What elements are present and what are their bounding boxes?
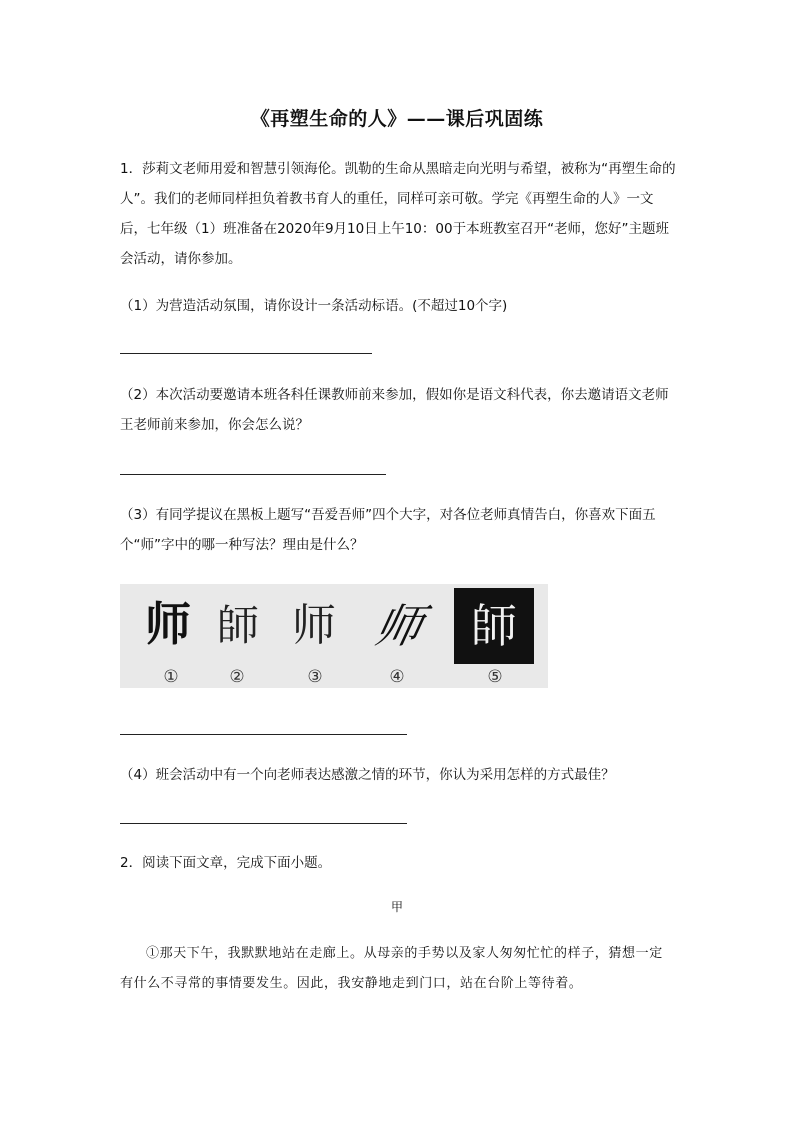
answer-line-3[interactable]: [120, 734, 407, 735]
answer-line-4[interactable]: [120, 823, 407, 824]
answer-line-2[interactable]: [120, 474, 386, 475]
calligraphy-image: [120, 584, 548, 688]
passage-paragraph-1: ①那天下午，我默默地站在走廊上。从母亲的手势以及家人匆匆忙忙的样子，猜想一定有什么不寻常的事情要发生。因此，我安静地走到门口，站在台阶上等待着。: [120, 946, 663, 991]
question-1-2: （2）本次活动要邀请本班各科任课教师前来参加，假如你是语文科代表，你去邀请语文老师王老师前来参加，你会怎么说？: [120, 387, 669, 433]
glyph-label-3: ③: [307, 667, 323, 687]
glyph-label-4: ④: [389, 667, 405, 687]
glyph-3: 师: [292, 600, 336, 651]
question-1-1: （1）为营造活动氛围，请你设计一条活动标语。(不超过10个字): [120, 298, 508, 314]
answer-line-1[interactable]: [120, 353, 372, 354]
question-1-3: （3）有同学提议在黑板上题写“吾爱吾师”四个大字，对各位老师真情告白，你喜欢下面五个“师”字中的哪一种写法？理由是什么？: [120, 507, 656, 553]
glyph-label-1: ①: [163, 667, 179, 687]
passage-label: 甲: [390, 900, 403, 914]
glyph-1: 师: [145, 597, 191, 651]
glyph-4: 师: [370, 599, 428, 653]
glyph-2: 師: [216, 601, 260, 650]
glyph-5: 師: [471, 599, 517, 653]
question-1-intro: 1．莎莉文老师用爱和智慧引领海伦。凯勒的生命从黑暗走向光明与希望，被称为“再塑生命的人”。我们的老师同样担负着教书育人的重任，同样可亲可敬。学完《再塑生命的人》一文后，七年级（1）班准备在2020年9月10日上午10：00于本班教室召开“老师，您好”主题班会活动，请你参加。: [120, 161, 676, 267]
question-2-intro: 2．阅读下面文章，完成下面小题。: [120, 855, 332, 871]
glyph-label-2: ②: [229, 667, 245, 687]
question-1-4: （4）班会活动中有一个向老师表达感激之情的环节，你认为采用怎样的方式最佳？: [120, 767, 615, 783]
glyph-label-5: ⑤: [487, 667, 503, 687]
page-title: 《再塑生命的人》——课后巩固练: [250, 108, 544, 130]
